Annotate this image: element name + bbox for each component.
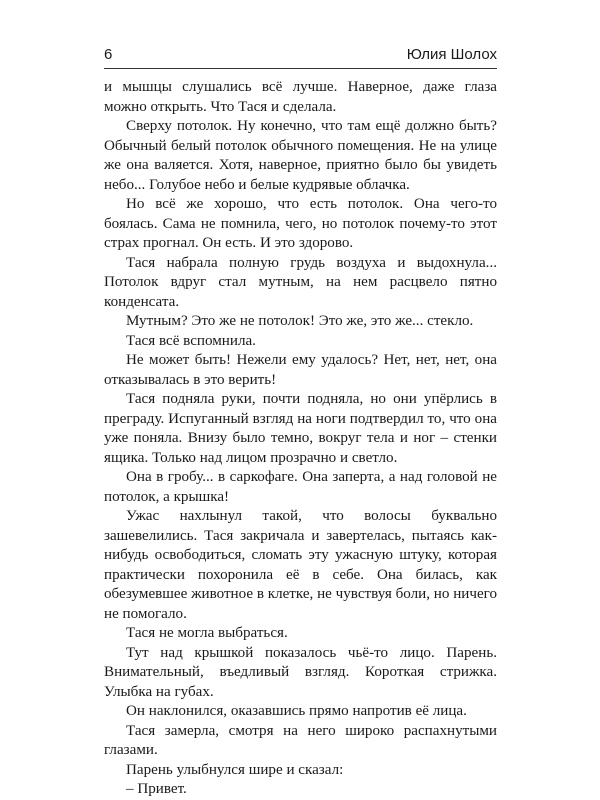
paragraph: – Привет. — [126, 781, 187, 797]
paragraph: и мышцы слушались всё лучше. Наверное, даже глаза можно открыть. Что Тася и сделала. — [104, 79, 497, 115]
paragraph: Тут над крышкой показалось чьё-то лицо. Парень. Внимательный, въедливый взгляд. Короткая стрижка. Улыбка на губах. — [104, 644, 497, 700]
paragraph: Тася всё вспомнила. — [126, 332, 256, 349]
paragraph: Тася подняла руки, почти подняла, но они упёрлись в преграду. Испуганный взгляд на ноги подтвердил то, что она уже поняла. Внизу было темно, вокруг тела и ног – стенки ящика. Только над лицом прозрачно и светло. — [104, 391, 497, 466]
paragraph: Но всё же хорошо, что есть потолок. Она чего-то боялась. Сама не помнила, чего, но потолок почему-то этот страх прогнал. Он есть. И это здорово. — [104, 196, 497, 251]
paragraph: Парень улыбнулся шире и сказал: — [126, 761, 344, 778]
book-author: Юлия Шолох — [406, 46, 497, 63]
paragraph: Не может быть! Нежели ему удалось? Нет, нет, нет, она отказывалась в это верить! — [104, 352, 497, 388]
paragraph: Тася набрала полную грудь воздуха и выдохнула... Потолок вдруг стал мутным, на нем расцвело пятно конденсата. — [104, 254, 497, 310]
running-head — [104, 40, 497, 69]
paragraph: Сверху потолок. Ну конечно, что там ещё должно быть? Обычный белый потолок обычного помещения. Не на улице же она валяется. Хотя, наверное, приятно было бы увидеть небо... Голубое небо и белые кудрявые облачка. — [104, 118, 497, 193]
body-text — [104, 78, 497, 800]
paragraph: Ужас нахлынул такой, что волосы буквально зашевелились. Тася закричала и завертелась, пытаясь как-нибудь освободиться, сломать эту ужасную штуку, которая практически похоронила её в себе. Она билась, как обезумевшее животное в клетке, не чувствуя боли, но ничего не помогало. — [104, 508, 498, 622]
paragraph: Тася не могла выбраться. — [126, 625, 288, 641]
page-number: 6 — [104, 46, 113, 63]
paragraph: Мутным? Это же не потолок! Это же, это же... стекло. — [126, 313, 474, 329]
paragraph: Тася замерла, смотря на него широко распахнутыми глазами. — [104, 722, 497, 758]
paragraph: Он наклонился, оказавшись прямо напротив её лица. — [126, 703, 467, 719]
paragraph: Она в гробу... в саркофаге. Она заперта, а над головой не потолок, а крышка! — [104, 469, 497, 505]
